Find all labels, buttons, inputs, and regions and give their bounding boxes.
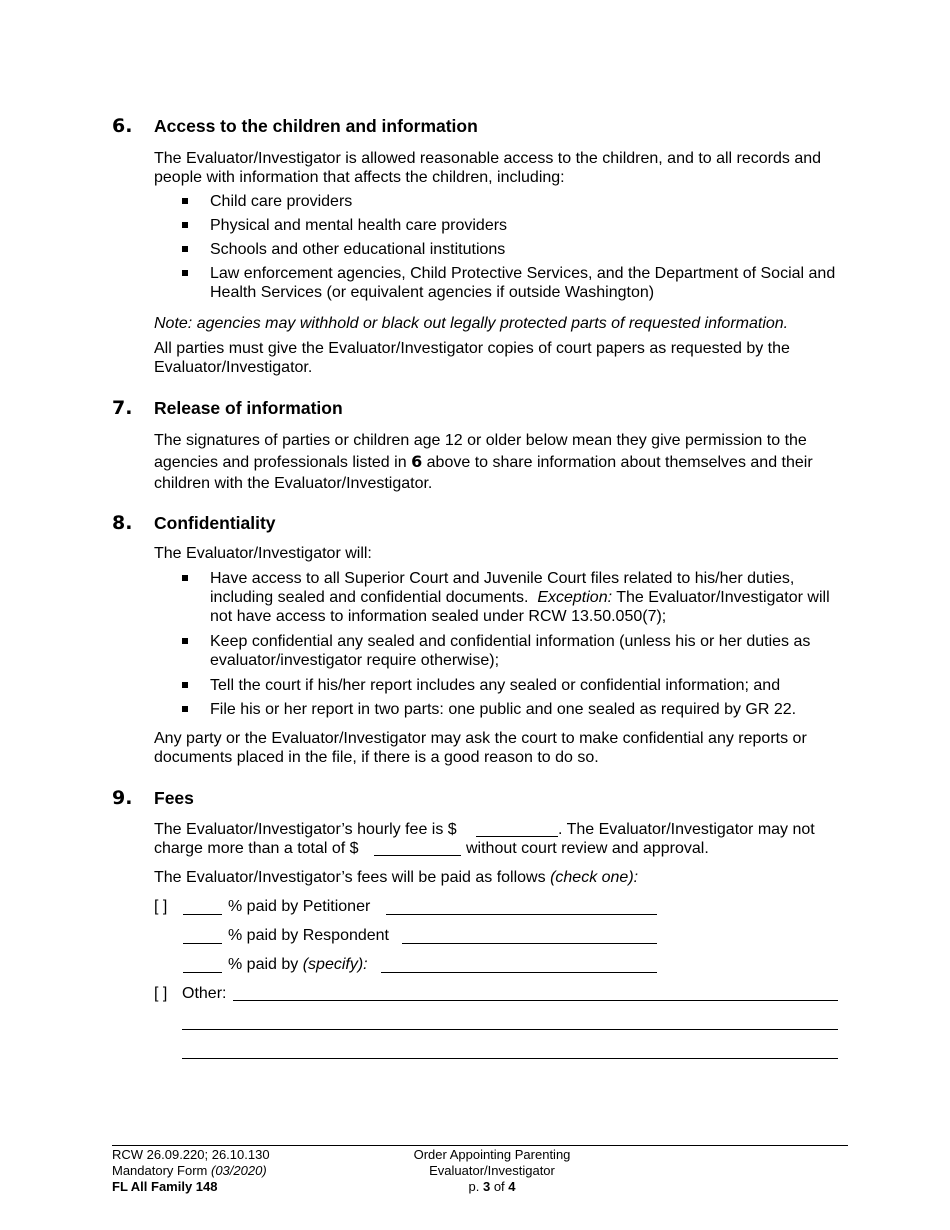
list-item: File his or her report in two parts: one public and one sealed as required by GR 22.	[210, 701, 797, 718]
section-7-text-part2: above to share information about themselves and their children with the Evaluator/Investigator.	[154, 454, 813, 492]
page-prefix: p.	[468, 1179, 480, 1194]
list-item: Tell the court if his/her report includes any sealed or confidential information; and	[210, 677, 781, 694]
section-8-intro: The Evaluator/Investigator will:	[154, 545, 372, 562]
list-item: Schools and other educational institutions	[210, 241, 506, 258]
other-field-line-3[interactable]	[182, 1058, 838, 1059]
bullet-marker	[182, 198, 188, 204]
section-6-papers: All parties must give the Evaluator/Investigator copies of court papers as requested by the Evaluator/Investigator.	[154, 340, 790, 376]
footer-title-line-1: Order Appointing Parenting	[413, 1147, 571, 1162]
payment-split-checkbox[interactable]: [ ]	[154, 898, 168, 915]
section-7-number: 7.	[112, 397, 133, 419]
page-total: 4	[508, 1179, 516, 1194]
footer-form-id: FL All Family 148	[112, 1179, 218, 1194]
list-item: Child care providers	[210, 193, 353, 210]
section-6-note: Note: agencies may withhold or black out legally protected parts of requested information.	[154, 315, 789, 332]
bullet-marker	[182, 575, 188, 581]
paid-by-text: % paid by	[228, 956, 299, 973]
section-6-reference: 6	[411, 452, 423, 471]
exception-label: Exception:	[537, 589, 613, 606]
respondent-percent-field[interactable]	[183, 943, 222, 944]
page-current: 3	[482, 1179, 491, 1194]
section-7-text	[154, 430, 854, 494]
footer-divider	[112, 1145, 848, 1146]
bullet-marker	[182, 270, 188, 276]
list-item: Physical and mental health care providers	[210, 217, 508, 234]
list-item-text: The Evaluator/Investigator will not have access to information sealed under RCW 13.50.050(7);	[210, 589, 830, 625]
footer-rcw: RCW 26.09.220; 26.10.130	[112, 1147, 270, 1162]
fee-hourly-label: The Evaluator/Investigator’s hourly fee is $	[154, 821, 457, 838]
fees-paid-label	[154, 868, 638, 887]
section-6-number: 6.	[112, 115, 133, 137]
petitioner-field[interactable]	[386, 914, 657, 915]
respondent-label: % paid by Respondent	[228, 927, 389, 944]
other-party-percent-field[interactable]	[183, 972, 222, 973]
bullet-marker	[182, 246, 188, 252]
total-fee-field[interactable]	[374, 855, 461, 856]
fee-approval-label: without court review and approval.	[466, 840, 709, 857]
section-8-number: 8.	[112, 512, 133, 534]
list-item: Law enforcement agencies, Child Protective Services, and the Department of Social and Health Services (or equivalent agencies if outside Washington)	[210, 265, 836, 301]
bullet-marker	[182, 706, 188, 712]
section-7-title: Release of information	[154, 398, 343, 418]
fee-limit-label: . The Evaluator/Investigator may not	[558, 821, 815, 838]
check-one-label: (check one):	[550, 869, 639, 886]
bullet-marker	[182, 638, 188, 644]
other-label: Other:	[182, 985, 227, 1002]
section-8-title: Confidentiality	[154, 513, 276, 533]
other-checkbox[interactable]: [ ]	[154, 985, 168, 1002]
section-6-intro: The Evaluator/Investigator is allowed reasonable access to the children, and to all records and people with information that affects the children, including:	[154, 150, 822, 186]
section-9-number: 9.	[112, 787, 133, 809]
hourly-fee-field[interactable]	[476, 836, 558, 837]
specify-label: (specify):	[302, 956, 368, 973]
other-party-field[interactable]	[381, 972, 657, 973]
page-of: of	[493, 1179, 505, 1194]
footer-page-number	[372, 1179, 612, 1194]
mandatory-text: Mandatory Form	[112, 1163, 208, 1178]
list-item-text: Have access to all Superior Court and Juvenile Court files related to his/her duties, including sealed and confidential documents.	[210, 570, 795, 606]
fees-paid-text: The Evaluator/Investigator’s fees will be paid as follows	[154, 869, 546, 886]
fee-total-label: charge more than a total of $	[154, 840, 359, 857]
section-7-text-part1: The signatures of parties or children age 12 or older below mean they give permission to the agencies and professionals listed in	[154, 432, 807, 471]
bullet-marker	[182, 222, 188, 228]
petitioner-label: % paid by Petitioner	[228, 898, 371, 915]
mandatory-date: (03/2020)	[211, 1163, 267, 1178]
section-8-closing: Any party or the Evaluator/Investigator may ask the court to make confidential any reports or documents placed in the file, if there is a good reason to do so.	[154, 730, 807, 766]
other-field-line-2[interactable]	[182, 1029, 838, 1030]
petitioner-percent-field[interactable]	[183, 914, 222, 915]
list-item: Keep confidential any sealed and confidential information (unless his or her duties as evaluator/investigator require otherwise);	[210, 633, 811, 669]
respondent-field[interactable]	[402, 943, 657, 944]
other-field-line-1[interactable]	[233, 1000, 838, 1001]
paid-by-label	[228, 955, 368, 974]
section-6-title: Access to the children and information	[154, 116, 478, 136]
bullet-marker	[182, 682, 188, 688]
footer-title-line-2: Evaluator/Investigator	[429, 1163, 555, 1178]
section-9-title: Fees	[154, 788, 194, 808]
footer-mandatory	[112, 1163, 267, 1178]
list-item	[210, 569, 850, 626]
